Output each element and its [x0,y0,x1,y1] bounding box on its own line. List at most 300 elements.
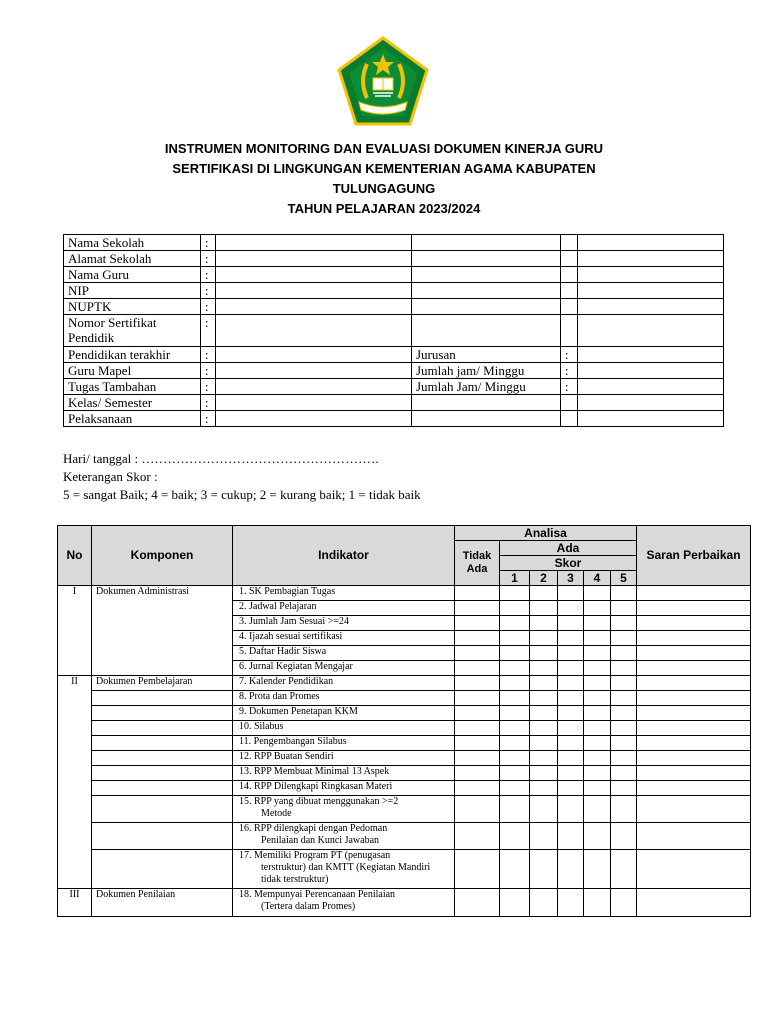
indikator-number: 4. [239,631,247,642]
document-title [0,139,768,219]
indikator-cell [233,889,455,917]
score-3-cell[interactable] [558,781,584,796]
score-5-cell[interactable] [611,706,637,721]
score-1-cell[interactable] [500,721,530,736]
tidak-ada-cell[interactable] [455,781,500,796]
score-1-cell[interactable] [500,586,530,601]
indikator-number: 6. [239,661,247,672]
saran-cell[interactable] [637,823,751,850]
indikator-cell [233,706,455,721]
identity-right-label [412,299,561,315]
score-3-cell[interactable] [558,889,584,917]
indikator-text: RPP yang dibuat menggunakan >=2 [254,796,399,807]
indikator-cell [233,676,455,691]
score-5-cell[interactable] [611,676,637,691]
section-no [58,823,92,850]
identity-right-value-field[interactable] [578,315,724,347]
tidak-ada-cell[interactable] [455,766,500,781]
score-4-cell[interactable] [584,601,611,616]
score-1-cell[interactable] [500,751,530,766]
saran-cell[interactable] [637,766,751,781]
indikator-text-continued: (Tertera dalam Promes) [261,901,356,912]
saran-cell[interactable] [637,889,751,917]
indikator-text: Silabus [254,721,284,732]
section-komponen [92,661,233,676]
score-1-cell[interactable] [500,661,530,676]
identity-right-value-field[interactable] [578,283,724,299]
indikator-number: 12. [239,751,252,762]
score-4-cell[interactable] [584,796,611,823]
score-1-cell[interactable] [500,691,530,706]
identity-colon: : [201,299,216,315]
indikator-cell [233,601,455,616]
score-2-cell[interactable] [530,796,558,823]
score-3-cell[interactable] [558,721,584,736]
indikator-number: 1. [239,586,247,597]
score-1-cell[interactable] [500,601,530,616]
saran-cell[interactable] [637,736,751,751]
score-4-cell[interactable] [584,631,611,646]
score-2-cell[interactable] [530,736,558,751]
identity-row [64,315,724,347]
tidak-ada-cell[interactable] [455,823,500,850]
indikator-text: SK Pembagian Tugas [249,586,336,597]
indikator-text: RPP Membuat Minimal 13 Aspek [254,766,390,777]
score-3-cell[interactable] [558,616,584,631]
indikator-cell [233,736,455,751]
score-4-cell[interactable] [584,721,611,736]
header-score-2: 2 [530,571,558,586]
table-row [58,889,751,917]
tidak-ada-cell[interactable] [455,850,500,889]
score-2-cell[interactable] [530,676,558,691]
indikator-cell [233,616,455,631]
table-row [58,850,751,889]
identity-value-field[interactable] [216,299,412,315]
identity-value-field[interactable] [216,315,412,347]
identity-row [64,395,724,411]
tidak-ada-cell[interactable] [455,616,500,631]
indikator-text: Daftar Hadir Siswa [249,646,327,657]
identity-value-field[interactable] [216,379,412,395]
score-3-cell[interactable] [558,661,584,676]
identity-right-colon: : [561,347,578,363]
indikator-number: 14. [239,781,252,792]
indikator-text: RPP Buatan Sendiri [254,751,334,762]
score-2-cell[interactable] [530,823,558,850]
table-row [58,661,751,676]
score-3-cell[interactable] [558,586,584,601]
indikator-text: Mempunyai Perencanaan Penilaian [254,889,396,900]
score-3-cell[interactable] [558,823,584,850]
table-row [58,721,751,736]
score-1-cell[interactable] [500,850,530,889]
identity-value-field[interactable] [216,283,412,299]
saran-cell[interactable] [637,601,751,616]
score-5-cell[interactable] [611,823,637,850]
section-komponen [92,691,233,706]
section-no [58,781,92,796]
score-3-cell[interactable] [558,850,584,889]
identity-right-colon: : [561,363,578,379]
identity-label: NUPTK [64,299,201,315]
indikator-cell [233,646,455,661]
section-komponen [92,796,233,823]
indikator-text-continued: terstruktur) dan KMTT (Kegiatan Mandiri tidak terstruktur) [261,862,431,885]
identity-row [64,379,724,395]
identity-right-value-field[interactable] [578,267,724,283]
saran-cell[interactable] [637,661,751,676]
header-no: No [58,526,92,586]
header-indikator: Indikator [233,526,455,586]
score-2-cell[interactable] [530,601,558,616]
score-1-cell[interactable] [500,781,530,796]
score-5-cell[interactable] [611,766,637,781]
score-4-cell[interactable] [584,586,611,601]
identity-value-field[interactable] [216,267,412,283]
tidak-ada-cell[interactable] [455,631,500,646]
section-no: I [58,586,92,601]
section-komponen [92,616,233,631]
title-line-4: TAHUN PELAJARAN 2023/2024 [287,201,481,216]
identity-right-label: Jumlah jam/ Minggu [412,363,561,379]
section-no [58,661,92,676]
indikator-number: 11. [239,736,252,747]
score-1-cell[interactable] [500,889,530,917]
saran-cell[interactable] [637,796,751,823]
identity-right-label: Jumlah Jam/ Minggu [412,379,561,395]
tidak-ada-cell[interactable] [455,601,500,616]
saran-cell[interactable] [637,751,751,766]
score-3-cell[interactable] [558,676,584,691]
identity-right-value-field[interactable] [578,395,724,411]
score-2-cell[interactable] [530,781,558,796]
score-5-cell[interactable] [611,736,637,751]
score-1-cell[interactable] [500,796,530,823]
tidak-ada-cell[interactable] [455,796,500,823]
identity-value-field[interactable] [216,395,412,411]
section-no [58,706,92,721]
score-4-cell[interactable] [584,850,611,889]
score-4-cell[interactable] [584,889,611,917]
identity-value-field[interactable] [216,251,412,267]
tidak-ada-cell[interactable] [455,691,500,706]
indikator-text: Jumlah Jam Sesuai >=24 [249,616,349,627]
score-2-cell[interactable] [530,766,558,781]
indikator-cell [233,766,455,781]
section-komponen [92,850,233,889]
identity-value-field[interactable] [216,363,412,379]
score-3-cell[interactable] [558,766,584,781]
section-komponen [92,706,233,721]
identity-right-colon [561,267,578,283]
score-5-cell[interactable] [611,646,637,661]
indikator-number: 16. [239,823,252,834]
saran-cell[interactable] [637,781,751,796]
score-1-cell[interactable] [500,736,530,751]
indikator-number: 5. [239,646,247,657]
section-komponen [92,781,233,796]
identity-row [64,251,724,267]
identity-colon: : [201,283,216,299]
indikator-number: 7. [239,676,247,687]
indikator-cell [233,631,455,646]
header-komponen: Komponen [92,526,233,586]
section-komponen: Dokumen Penilaian [92,889,233,917]
score-5-cell[interactable] [611,751,637,766]
tidak-ada-cell[interactable] [455,736,500,751]
tidak-ada-cell[interactable] [455,676,500,691]
identity-colon: : [201,235,216,251]
score-4-cell[interactable] [584,691,611,706]
score-5-cell[interactable] [611,631,637,646]
section-komponen [92,766,233,781]
section-no [58,631,92,646]
score-1-cell[interactable] [500,766,530,781]
identity-right-value-field[interactable] [578,347,724,363]
identity-label: Pendidikan terakhir [64,347,201,363]
indikator-number: 10. [239,721,252,732]
header-saran: Saran Perbaikan [637,526,751,586]
header-skor: Skor [500,556,637,571]
table-row [58,823,751,850]
identity-right-label [412,267,561,283]
score-2-cell[interactable] [530,751,558,766]
section-komponen [92,721,233,736]
identity-right-label [412,251,561,267]
score-3-cell[interactable] [558,691,584,706]
score-4-cell[interactable] [584,706,611,721]
score-4-cell[interactable] [584,646,611,661]
indikator-number: 17. [239,850,252,861]
identity-right-colon [561,251,578,267]
identity-label: Nama Guru [64,267,201,283]
score-1-cell[interactable] [500,646,530,661]
tidak-ada-cell[interactable] [455,706,500,721]
tidak-ada-cell[interactable] [455,661,500,676]
score-1-cell[interactable] [500,631,530,646]
section-no [58,616,92,631]
section-no [58,646,92,661]
table-row [58,796,751,823]
indikator-number: 8. [239,691,247,702]
score-2-cell[interactable] [530,889,558,917]
score-3-cell[interactable] [558,736,584,751]
table-row [58,676,751,691]
indikator-number: 9. [239,706,247,717]
identity-label: Nama Sekolah [64,235,201,251]
identity-right-colon [561,235,578,251]
identity-right-value-field[interactable] [578,235,724,251]
identity-colon: : [201,315,216,347]
score-4-cell[interactable] [584,766,611,781]
section-komponen [92,646,233,661]
indikator-text: Dokumen Penetapan KKM [249,706,358,717]
score-1-cell[interactable] [500,706,530,721]
score-5-cell[interactable] [611,586,637,601]
saran-cell[interactable] [637,631,751,646]
identity-row [64,363,724,379]
identity-colon: : [201,411,216,427]
identity-right-value-field[interactable] [578,299,724,315]
score-5-cell[interactable] [611,616,637,631]
indikator-text: Ijazah sesuai sertifikasi [249,631,343,642]
notes [63,450,421,504]
table-row [58,751,751,766]
indikator-cell [233,691,455,706]
saran-cell[interactable] [637,586,751,601]
tidak-ada-cell[interactable] [455,586,500,601]
indikator-cell [233,781,455,796]
score-4-cell[interactable] [584,616,611,631]
score-5-cell[interactable] [611,721,637,736]
saran-cell[interactable] [637,646,751,661]
score-2-cell[interactable] [530,646,558,661]
identity-label: Alamat Sekolah [64,251,201,267]
score-4-cell[interactable] [584,781,611,796]
indikator-text: Jurnal Kegiatan Mengajar [249,661,353,672]
table-row [58,781,751,796]
indikator-cell [233,823,455,850]
identity-colon: : [201,379,216,395]
score-3-cell[interactable] [558,631,584,646]
score-4-cell[interactable] [584,661,611,676]
indikator-text: Jadwal Pelajaran [249,601,317,612]
identity-label: NIP [64,283,201,299]
header-score-3: 3 [558,571,584,586]
header-score-5: 5 [611,571,637,586]
section-komponen [92,751,233,766]
score-2-cell[interactable] [530,721,558,736]
score-3-cell[interactable] [558,751,584,766]
score-4-cell[interactable] [584,751,611,766]
header-score-4: 4 [584,571,611,586]
identity-label: Kelas/ Semester [64,395,201,411]
identity-value-field[interactable] [216,235,412,251]
identity-value-field[interactable] [216,347,412,363]
identity-right-label [412,283,561,299]
indikator-cell [233,850,455,889]
identity-right-value-field[interactable] [578,363,724,379]
identity-right-colon [561,299,578,315]
score-4-cell[interactable] [584,736,611,751]
table-row [58,616,751,631]
identity-right-value-field[interactable] [578,379,724,395]
identity-label: Guru Mapel [64,363,201,379]
identity-label: Pelaksanaan [64,411,201,427]
section-komponen: Dokumen Administrasi [92,586,233,601]
score-5-cell[interactable] [611,781,637,796]
score-5-cell[interactable] [611,889,637,917]
section-komponen [92,631,233,646]
saran-cell[interactable] [637,721,751,736]
identity-row [64,267,724,283]
tidak-ada-cell[interactable] [455,889,500,917]
score-4-cell[interactable] [584,823,611,850]
date-line: Hari/ tanggal : ………………………………………………. [63,451,379,466]
score-2-cell[interactable] [530,850,558,889]
score-5-cell[interactable] [611,796,637,823]
indikator-text: RPP dilengkapi dengan Pedoman [254,823,388,834]
score-2-cell[interactable] [530,706,558,721]
indikator-cell [233,661,455,676]
score-3-cell[interactable] [558,646,584,661]
score-legend: 5 = sangat Baik; 4 = baik; 3 = cukup; 2 = kurang baik; 1 = tidak baik [63,487,421,502]
score-3-cell[interactable] [558,706,584,721]
score-1-cell[interactable] [500,676,530,691]
score-5-cell[interactable] [611,850,637,889]
section-no [58,691,92,706]
identity-right-value-field[interactable] [578,251,724,267]
identity-colon: : [201,347,216,363]
indikator-text: Pengembangan Silabus [253,736,347,747]
evaluation-table [57,525,751,917]
saran-cell[interactable] [637,616,751,631]
score-5-cell[interactable] [611,661,637,676]
score-2-cell[interactable] [530,616,558,631]
indikator-number: 18. [239,889,252,900]
identity-colon: : [201,251,216,267]
identity-right-label [412,235,561,251]
tidak-ada-cell[interactable] [455,721,500,736]
score-5-cell[interactable] [611,691,637,706]
title-line-3: TULUNGAGUNG [332,181,436,196]
identity-right-value-field[interactable] [578,411,724,427]
table-row [58,691,751,706]
score-2-cell[interactable] [530,631,558,646]
score-1-cell[interactable] [500,823,530,850]
section-no: III [58,889,92,917]
saran-cell[interactable] [637,850,751,889]
table-row [58,631,751,646]
score-3-cell[interactable] [558,796,584,823]
score-4-cell[interactable] [584,676,611,691]
indikator-number: 13. [239,766,252,777]
kemenag-logo [337,36,429,126]
section-no [58,721,92,736]
section-komponen [92,601,233,616]
identity-right-colon: : [561,379,578,395]
score-2-cell[interactable] [530,691,558,706]
saran-cell[interactable] [637,706,751,721]
indikator-text: Memiliki Program PT (penugasan [254,850,391,861]
indikator-cell [233,586,455,601]
header-tidak-ada: Tidak Ada [455,541,500,586]
identity-right-colon [561,315,578,347]
score-5-cell[interactable] [611,601,637,616]
score-3-cell[interactable] [558,601,584,616]
tidak-ada-cell[interactable] [455,646,500,661]
indikator-number: 3. [239,616,247,627]
score-1-cell[interactable] [500,616,530,631]
score-heading: Keterangan Skor : [63,469,158,484]
identity-right-colon [561,411,578,427]
table-row [58,646,751,661]
identity-row [64,411,724,427]
score-2-cell[interactable] [530,661,558,676]
indikator-cell [233,721,455,736]
identity-value-field[interactable] [216,411,412,427]
indikator-text: RPP Dilengkapi Ringkasan Materi [254,781,393,792]
identity-label: Nomor Sertifikat Pendidik [64,315,201,347]
table-row [58,601,751,616]
identity-colon: : [201,395,216,411]
saran-cell[interactable] [637,691,751,706]
tidak-ada-cell[interactable] [455,751,500,766]
saran-cell[interactable] [637,676,751,691]
score-2-cell[interactable] [530,586,558,601]
section-komponen [92,823,233,850]
